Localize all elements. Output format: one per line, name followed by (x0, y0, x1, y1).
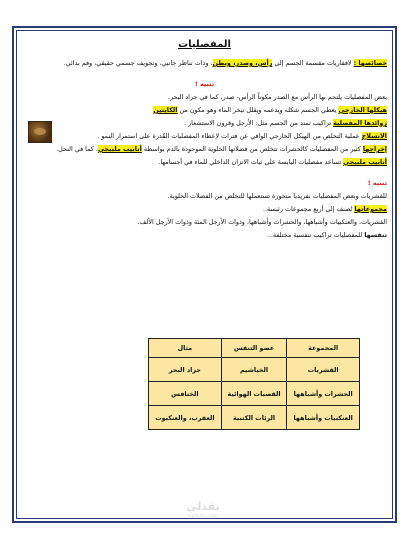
table-cell: الرئات الكتبية (221, 406, 287, 430)
groups-text: تُصنف إلى أربع مجموعات رئيسة.. (262, 205, 355, 213)
table-row (149, 406, 360, 430)
excretion-text-2: ، كما في النحل. (56, 145, 98, 153)
groups-label: مجموعاتها (354, 205, 387, 213)
table-cell: العقرب، والعنكبوت (149, 406, 222, 430)
document-content (22, 38, 387, 244)
intro-highlight: رأس، وصدر، وبطن (212, 59, 273, 67)
skeleton-text: يغطي الجسم شكله ويدعمه ويقلل تبخر الماء وهو مكون من (177, 106, 339, 114)
skeleton-highlight: الكايتين (153, 106, 178, 114)
table-cell: الحشرات وأشباهها (287, 382, 360, 406)
molting-image (28, 121, 52, 143)
table-header-row (149, 339, 360, 358)
skeleton-label: هيكلها الخارجي (338, 106, 387, 114)
table-row (149, 382, 360, 406)
malpighian-paragraph (22, 158, 387, 167)
molting-label: الانسلاخ (361, 132, 387, 140)
top-strip (0, 0, 411, 8)
groups-paragraph (22, 205, 387, 214)
molting-text: عملية التخلص من الهيكل الخارجي الواقي عن فترات لإعطاء المفصليات القُدرة على استمرار النمو . (97, 132, 362, 140)
skeleton-paragraph (22, 106, 387, 115)
intro-paragraph (22, 59, 387, 68)
page-title: المفصليات (178, 39, 231, 50)
molting-paragraph (52, 132, 387, 141)
note-2-heading: تنبيه ! (367, 179, 387, 187)
note-2-text: للقشريات وبعض المفصليات نفريديا متحورة تستعملها للتخلص من الفضلات الخلوية. (167, 192, 387, 200)
malpighian-label: أنابيب ملبيجي (343, 158, 387, 166)
appendage-molting-block (22, 119, 387, 145)
breathing-label: تنفسها (364, 231, 387, 239)
table-cell: القشريات (287, 358, 360, 382)
excretion-label: إخراجها (362, 145, 387, 153)
respiration-table (148, 338, 360, 430)
watermark-brand: نفذلي (186, 500, 220, 513)
malpighian-text: تساعد مفصليات اليابسة على ثبات الاتزان الداخلي للماء في أجسامها. (158, 158, 344, 166)
table-cell: الخنافس (149, 382, 222, 406)
table-header-cell: المجموعة (287, 339, 360, 358)
note-1-text: بعض المفصليات يلتحم بها الرأس مع الصدر مكوناً الرأس- صدر، كما في جراد البحر. (167, 93, 387, 101)
table-row (149, 358, 360, 382)
appendages-text: تراكيب تمتد من الجسم مثل: الأرجل وقرون الاستشعار . (184, 119, 334, 127)
breathing-paragraph (22, 231, 387, 240)
table-cell: القصبات الهوائية (221, 382, 287, 406)
breathing-text: للمفصليات تراكيب تنفسية مختلفة... (266, 231, 365, 239)
table-header-cell: مثال (149, 339, 222, 358)
appendages-label: زوائدها المفصلية (333, 119, 387, 127)
watermark-url: nafezly.com (188, 513, 218, 519)
intro-text-2: ، وذات تناظر جانبي، وتجويف جسمي حقيقي، وفم بدائي. (63, 59, 213, 67)
intro-text-1: لافقاريات مقسمة الجسم إلى (272, 59, 352, 67)
appendages-paragraph (52, 119, 387, 128)
table-header-cell: عضو التنفس (221, 339, 287, 358)
table-cell: العنكبيات وأشباهها (287, 406, 360, 430)
note-1-heading: تنبيه ! (194, 80, 215, 88)
groups-list: القشريات، والعنكبيات وأشباهها، والحشرات وأشباهها، وذوات الأرجل المئة وذوات الأرجل الألف. (137, 218, 387, 226)
excretion-text-1: كثير من المفصليات كالحشرات تتخلص من فضلاتها الخلوية الموجودة بالدم بواسطة (141, 145, 363, 153)
watermark-logo (173, 500, 233, 519)
excretion-highlight: أنابيب ملبيجي (97, 145, 142, 153)
intro-label: خصائصها : (353, 59, 387, 67)
table-cell: جراد البحر (149, 358, 222, 382)
excretion-paragraph (22, 145, 387, 154)
table-cell: الخياشيم (221, 358, 287, 382)
